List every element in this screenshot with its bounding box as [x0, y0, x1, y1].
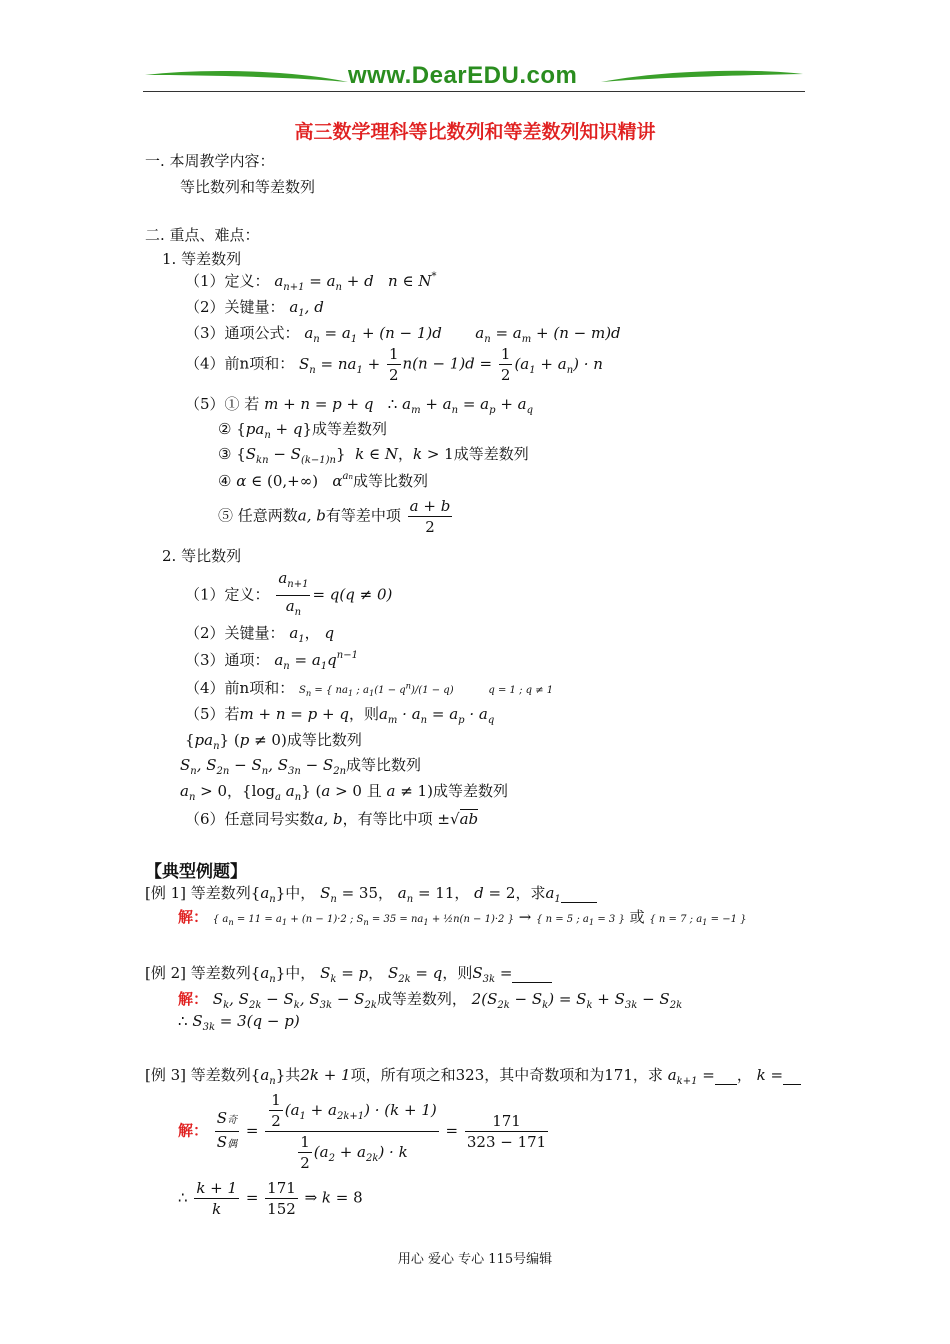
page-title: 高三数学理科等比数列和等差数列知识精讲 — [294, 121, 656, 143]
example-1-solution: 解： { $a_n = 11 = a_1 + (n - 1)\cdot 2$ ; $S_n = 35 = na_1$ + ½n(n − 1)·2 } → { n = 5 ; $a_1 = 3$ } 或 { n = 7 ; $a_1 = -1$ } — [178, 908, 747, 927]
example-2: [例 2] 等差数列$\{a_n\}$中， $S_k = p$， $S_{2k} = q$，则$S_{3k}$ = — [145, 962, 552, 985]
gp-general-term: （3）通项： $a_n = a_1q^{n-1}$ — [185, 650, 358, 672]
site-logo[interactable]: www.DearEDU.com — [348, 62, 578, 89]
gp-property-4: $a_n > 0$，{$\log_a$ $a_n$} (a > 0 且 a ≠ 1)成等差数列 — [180, 782, 508, 803]
ap-property-4: ④ α ∈ (0,+∞) $\alpha^{an}$成等比数列 — [218, 471, 429, 490]
ap-sum: （4）前n项和： $S_n = na_1$ + $\frac{1}{2}$ n(n − 1)d = $\frac{1}{2}$ $(a_1 + a_n) \cdot n$ — [185, 345, 603, 384]
ap-definition: （1）定义： $a_{n+1} = a_n + d$ n ∈ N* — [185, 271, 437, 293]
gp-property-6: （6）任意同号实数a, b，有等比中项 ±√ab — [185, 810, 479, 828]
ap-property-3: ③ $\{S_{kn} - S_{(k-1)n}\}$ k ∈ N，k > 1成等差数列 — [218, 445, 529, 466]
example-3: [例 3] 等差数列$\{a_n\}$共2k + 1项，所有项之和323，其中奇数项和为171，求 $a_{k+1}$ = ， k = — [145, 1064, 801, 1087]
example-2-conclusion: ∴ $S_{3k} = 3(q - p)$ — [178, 1012, 300, 1033]
gp-property-2: $\{pa_n\} (p \ne 0)$成等比数列 — [185, 731, 362, 752]
subsection-ap: 1. 等差数列 — [162, 250, 242, 268]
ap-key-quantities: （2）关键量： $a_1$, d — [185, 298, 324, 319]
subsection-gp: 2. 等比数列 — [162, 547, 242, 565]
ap-property-5: ⑤ 任意两数a, b有等差中项 $\frac{a + b}{2}$ — [218, 497, 451, 536]
section1-heading: 一. 本周教学内容： — [145, 152, 275, 170]
gp-property-1: （5）若m + n = p + q，则$a_m \cdot a_n = a_p \cdot a_q$ — [185, 705, 495, 726]
example-2-solution: 解： $S_k$, $S_{2k} - S_k$, $S_{3k} - S_{2k}$成等差数列， $2(S_{2k} - S_k) = S_k + S_{3k} - S_{2k}$ — [178, 990, 683, 1011]
gp-property-3: $S_n$, $S_{2n} - S_n$, $S_{3n} - S_{2n}$成等比数列 — [180, 756, 422, 777]
ap-property-1: （5）① 若 m + n = p + q ∴ $a_m + a_n = a_p + a_q$ — [185, 395, 534, 416]
example-3-solution: 解： $\frac{\text{S奇}}{\text{S偶}}$ = $\frac{1}{2}$ $(a_1 + a_{2k+1}) \cdot (k + 1)$ $\frac{1}{2}$ $(a_2 + a_{2k}) \cdot k$ = $\frac{171}{323 - 171}$ — [178, 1091, 547, 1172]
gp-sum: （4）前n项和： $S_n$ = { $na_1$ ; $a_1(1 - q^n)/(1 - q) q = 1$ ; q ≠ 1 — [185, 679, 554, 698]
examples-heading: 【典型例题】 — [145, 862, 247, 882]
ap-property-2: ② $\{pa_n + q\}$成等差数列 — [218, 420, 388, 441]
gp-definition: （1）定义： $\frac{a_{n+1}}{a_n}$ = q(q ≠ 0) — [185, 569, 393, 618]
example-3-conclusion: ∴ $\frac{k + 1}{k}$ = $\frac{171}{152}$ ⇒ k = 8 — [178, 1179, 363, 1218]
gp-key-quantities: （2）关键量： $a_1$， q — [185, 624, 335, 645]
example-1: [例 1] 等差数列$\{a_n\}$中， $S_n = 35$， $a_n = 11$， d = 2，求$a_1$ — [145, 882, 597, 905]
section1-content: 等比数列和等差数列 — [180, 178, 316, 196]
footer-text: 用心 爱心 专心 115号编辑 — [397, 1252, 553, 1267]
ap-general-term: （3）通项公式： $a_n = a_1 + (n - 1)d$ $a_n = a_m + (n - m)d$ — [185, 324, 621, 345]
section2-heading: 二. 重点、难点： — [145, 226, 260, 244]
header-rule — [143, 91, 805, 92]
